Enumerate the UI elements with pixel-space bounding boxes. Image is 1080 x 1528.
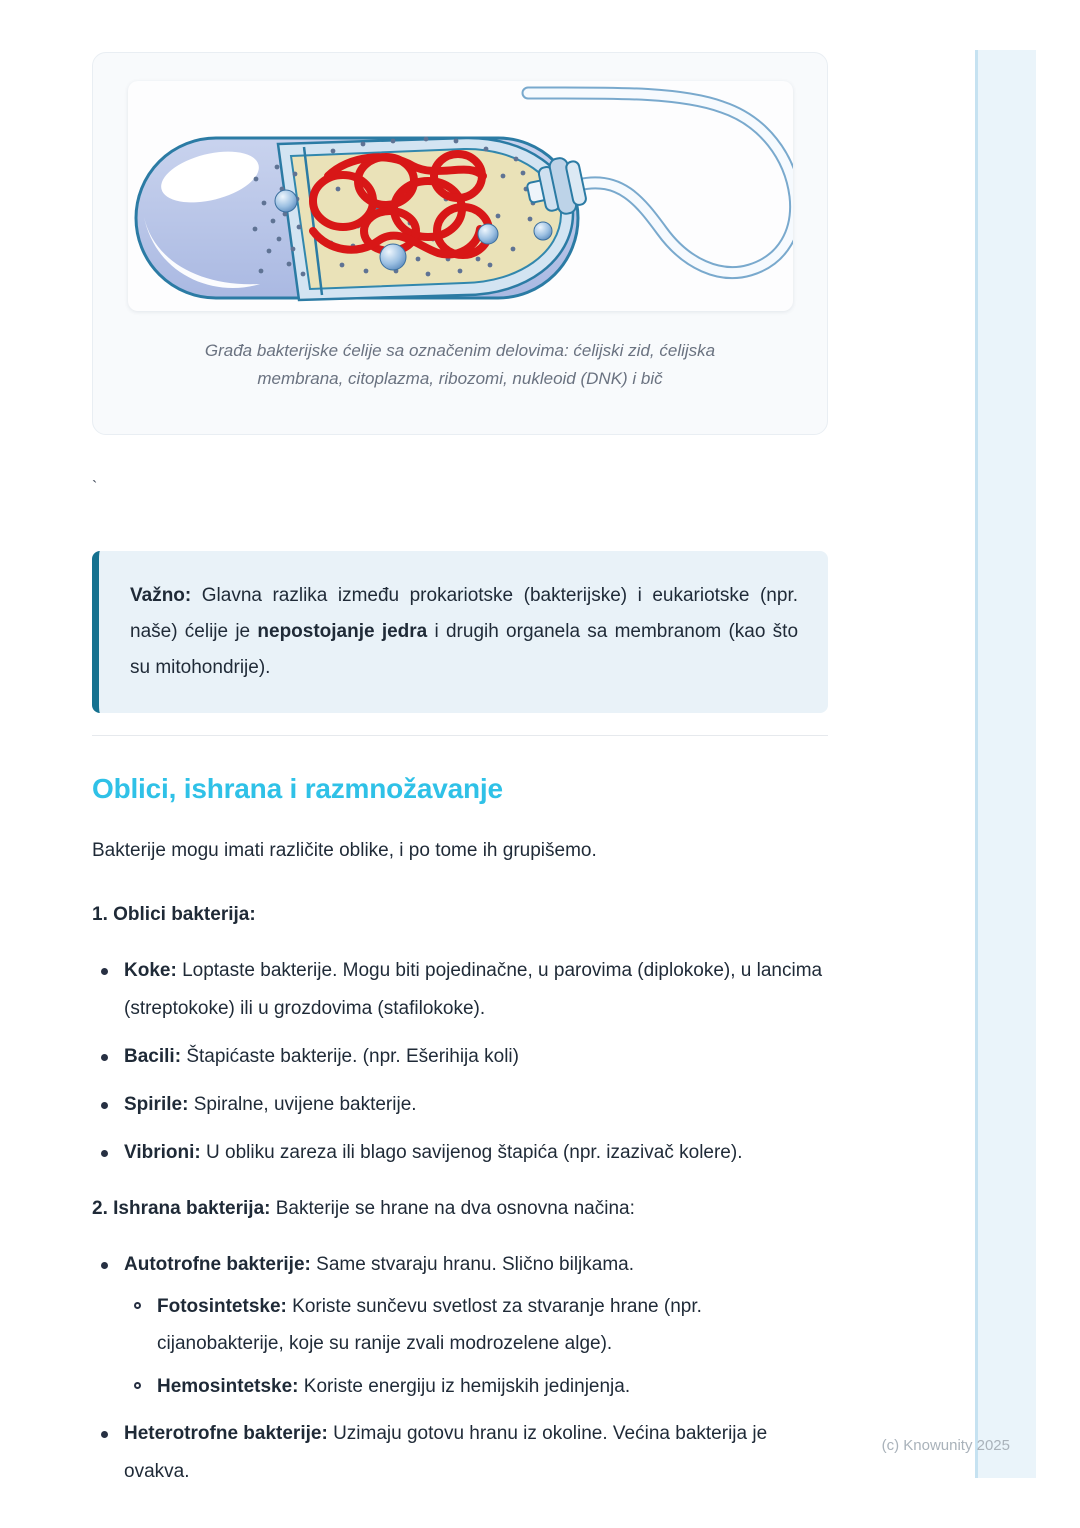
list-term: Hemosintetske:	[157, 1376, 299, 1398]
list-term: Heterotrofne bakterije:	[124, 1423, 328, 1445]
callout-label: Važno:	[130, 585, 192, 607]
bullet-circle-icon	[134, 1382, 141, 1389]
autotrophic-sublist	[124, 1288, 828, 1405]
list-item-autotrofne: Autotrofne bakterije: Same stvaraju hranu. Slično biljkama. Fotosintetske: Koriste sunčevu svetlost za stvaranje hrane (npr. cijanobakterije, koje su ranije zvali modrozelene alge). Hemosintetske: Koriste energiju iz hemijskih jedinjenja.	[92, 1246, 828, 1405]
callout-bold-phrase: nepostojanje jedra	[257, 621, 428, 643]
document-content	[92, 52, 828, 1501]
bullet-dot-icon	[101, 1431, 108, 1438]
section-divider	[92, 735, 828, 736]
bullet-circle-icon	[134, 1302, 141, 1309]
shapes-list	[92, 952, 828, 1172]
bullet-dot-icon	[101, 968, 108, 975]
important-callout	[92, 551, 828, 713]
bullet-dot-icon	[101, 1054, 108, 1061]
list-term: Vibrioni:	[124, 1141, 201, 1163]
figure-caption: Građa bakterijske ćelije sa označenim delovima: ćelijski zid, ćelijska membrana, citoplazma, ribozomi, nukleoid (DNK) i bič	[204, 341, 716, 388]
bacteria-cell-illustration	[128, 81, 793, 311]
list-term: Autotrofne bakterije:	[124, 1253, 311, 1275]
bullet-dot-icon	[101, 1102, 108, 1109]
list-item-fotosintetske: Fotosintetske: Koriste sunčevu svetlost za stvaranje hrane (npr. cijanobakterije, koje su ranije zvali modrozelene alge).	[124, 1288, 828, 1362]
footer-credit: (c) Knowunity 2025	[881, 1437, 1010, 1454]
nutrition-heading: 2. Ishrana bakterija: Bakterije se hrane na dva osnovna načina:	[92, 1197, 635, 1219]
list-item-koke: Koke: Loptaste bakterije. Mogu biti pojedinačne, u parovima (diplokoke), u lancima (streptokoke) ili u grozdovima (stafilokoke).	[92, 952, 828, 1028]
list-item-bacili: Bacili: Štapićaste bakterije. (npr. Ešerihija koli)	[92, 1038, 828, 1076]
nutrition-list	[92, 1246, 828, 1491]
page-edge-strip	[975, 50, 1036, 1478]
shapes-heading: 1. Oblici bakterija:	[92, 903, 256, 925]
list-term: Spirile:	[124, 1093, 189, 1115]
list-item-heterotrofne: Heterotrofne bakterije: Uzimaju gotovu hranu iz okoline. Većina bakterija je ovakva.	[92, 1415, 828, 1491]
section-heading: Oblici, ishrana i razmnožavanje	[92, 773, 503, 805]
figure-card	[92, 52, 828, 435]
list-item-vibrioni: Vibrioni: U obliku zareza ili blago savijenog štapića (npr. izazivač kolere).	[92, 1134, 828, 1172]
bullet-dot-icon	[101, 1150, 108, 1157]
callout-text: Važno: Glavna razlika između prokariotske (bakterijske) i eukariotske (npr. naše) ćelije je nepostojanje jedra i drugih organela sa membranom (kao što su mitohondrije).	[130, 585, 799, 679]
list-item-spirile: Spirile: Spiralne, uvijene bakterije.	[92, 1086, 828, 1124]
bullet-dot-icon	[101, 1262, 108, 1269]
stray-character: `	[92, 479, 98, 497]
list-term: Fotosintetske:	[157, 1295, 287, 1317]
intro-paragraph: Bakterije mogu imati različite oblike, i po tome ih grupišemo.	[92, 839, 597, 861]
list-item-hemosintetske: Hemosintetske: Koriste energiju iz hemijskih jedinjenja.	[124, 1368, 828, 1405]
list-term: Koke:	[124, 959, 177, 981]
figure-image-frame	[128, 81, 793, 311]
list-term: Bacili:	[124, 1045, 182, 1067]
